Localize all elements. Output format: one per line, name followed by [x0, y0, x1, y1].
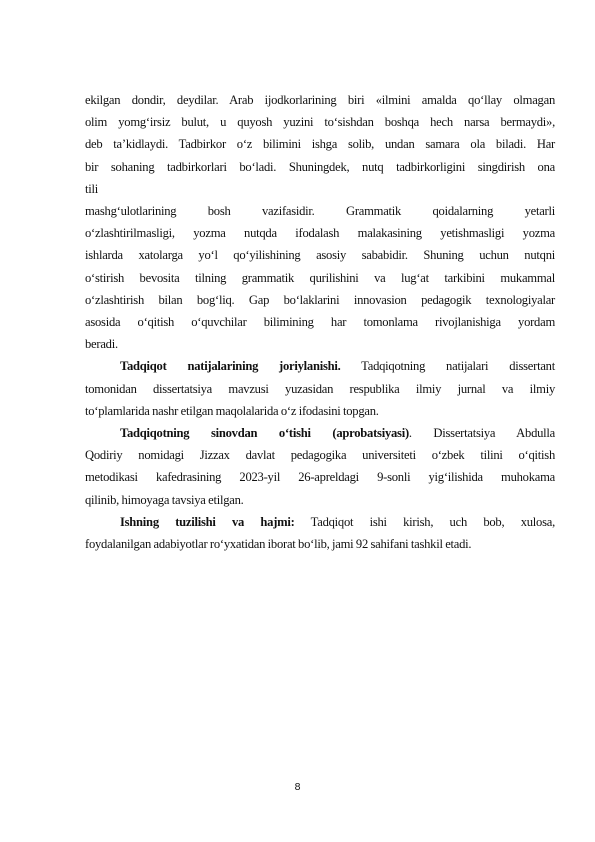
- text-line: metodikasi kafedrasining 2023-yil 26-apreldagi 9-sonli yig‘ilishida muhokama: [85, 470, 555, 485]
- page-number: 8: [294, 782, 301, 793]
- text-line: qilinib, himoyaga tavsiya etilgan.: [85, 492, 244, 507]
- section-heading-structure: Ishning tuzilishi va hajmi:: [120, 514, 295, 529]
- text-line: Qodiriy nomidagi Jizzax davlat pedagogika universiteti o‘zbek tilini o‘qitish: [85, 448, 555, 463]
- paragraph-structure: [85, 511, 555, 555]
- text-line: tili: [85, 181, 98, 196]
- text-line: bir sohaning tadbirkorlari bo‘ladi. Shuningdek, nutq tadbirkorligini singdirish ona: [85, 159, 555, 174]
- text-segment: Tadqiqotning natijalari dissertant: [340, 359, 555, 374]
- paragraph-approbation: [85, 422, 555, 511]
- paragraph-intro: [85, 89, 555, 200]
- paragraph-grammar: [85, 200, 555, 355]
- page-body: [85, 89, 555, 555]
- text-line: ishlarda xatolarga yo‘l qo‘yilishining asosiy sababidir. Shuning uchun nutqni: [85, 248, 555, 263]
- text-line: o‘stirish bevosita tilning grammatik qurilishini va lug‘at tarkibini mukammal: [85, 270, 555, 285]
- text-segment: . Dissertatsiya Abdulla: [408, 426, 555, 441]
- text-segment: Tadqiqot ishi kirish, uch bob, xulosa,: [294, 514, 555, 529]
- text-line: [85, 422, 555, 444]
- paragraph-implementation: [85, 355, 555, 422]
- text-line: olim yomg‘irsiz bulut, u quyosh yuzini to‘sishdan boshqa hech narsa bermaydi»,: [85, 115, 555, 130]
- text-line: ekilgan dondir, deydilar. Arab ijodkorlarining biri «ilmini amalda qo‘llay olmagan: [85, 93, 555, 107]
- text-line: foydalanilgan adabiyotlar ro‘yxatidan iborat bo‘lib, jami 92 sahifani tashkil etadi.: [85, 537, 472, 552]
- text-line: beradi.: [85, 337, 118, 352]
- text-line: asosida o‘qitish o‘quvchilar bilimining har tomonlama rivojlanishiga yordam: [85, 315, 555, 330]
- text-line: o‘zlashtirish bilan bog‘liq. Gap bo‘laklarini innovasion pedagogik texnologiyalar: [85, 292, 555, 307]
- text-line: to‘plamlarida nashr etilgan maqolalarida o‘z ifodasini topgan.: [85, 403, 379, 418]
- text-line: [85, 355, 555, 377]
- text-line: mashg‘ulotlarining bosh vazifasidir. Grammatik qoidalarning yetarli: [85, 204, 555, 219]
- text-line: deb ta’kidlaydi. Tadbirkor o‘z bilimini ishga solib, undan samara ola biladi. Har: [85, 137, 555, 152]
- section-heading-implementation: Tadqiqot natijalarining joriylanishi.: [120, 359, 341, 374]
- section-heading-approbation: Tadqiqotning sinovdan o‘tishi (aprobatsiyasi): [120, 426, 409, 441]
- text-line: o‘zlashtirilmasligi, yozma nutqda ifodalash malakasining yetishmasligi yozma: [85, 226, 555, 241]
- text-line: [85, 511, 555, 533]
- text-line: tomonidan dissertatsiya mavzusi yuzasidan respublika ilmiy jurnal va ilmiy: [85, 381, 555, 396]
